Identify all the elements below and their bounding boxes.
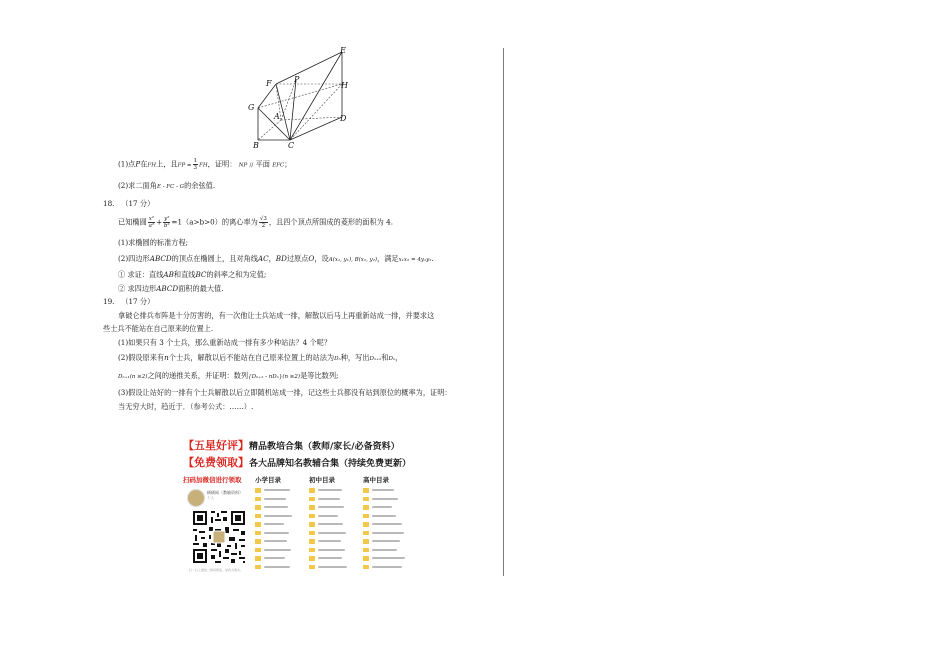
label-b: B — [253, 141, 259, 150]
qr-code-icon[interactable] — [191, 509, 247, 565]
folder-icon — [363, 539, 369, 544]
folder-icon — [363, 522, 369, 527]
folder-icon — [255, 522, 261, 527]
label-p: P — [294, 75, 300, 84]
folder-icon — [363, 531, 369, 536]
q18-part2: (2)四边形ABCD的顶点在椭圆上，且对角线AC，BD过原点O，设A(x₁, y₁), B(x₂, y₂)，满足x₁x₂ = 4y₁y₂. — [118, 254, 434, 263]
prism-diagram — [236, 42, 366, 152]
list-item[interactable] — [309, 520, 347, 529]
list-item[interactable] — [309, 563, 347, 572]
folder-icon — [255, 539, 261, 544]
folder-icon — [255, 514, 261, 519]
folder-icon — [255, 531, 261, 536]
list-item[interactable] — [309, 546, 347, 555]
list-item[interactable] — [309, 486, 347, 495]
folder-icon — [363, 497, 369, 502]
q19-header: 19. （17 分） — [103, 297, 155, 306]
q19-part2-line2: Dₙ₊₁(n ≥2)之间的递推关系，并证明：数列{Dₙ₊₁ - nDₙ}(n ≥2)是等比数列; — [118, 371, 339, 380]
folder-icon — [309, 556, 315, 561]
folder-icon — [255, 556, 261, 561]
folder-icon — [363, 556, 369, 561]
column-divider — [503, 48, 504, 576]
qr-caption: 扫一扫上面的二维码图案，加我为朋友。 — [189, 568, 244, 572]
list-item[interactable] — [363, 546, 405, 555]
folder-icon — [309, 488, 315, 493]
primary-catalog-title: 小学目录 — [255, 476, 281, 484]
list-item[interactable] — [255, 486, 292, 495]
q19-part1: (1)如果只有 3 个士兵，那么重新站成一排有多少种站法？4 个呢？ — [118, 338, 332, 347]
middle-folder-list — [309, 486, 347, 571]
q19-intro-line2: 些士兵不能站在自己原来的位置上. — [103, 324, 214, 333]
folder-icon — [363, 565, 369, 570]
promo-catalog — [183, 475, 423, 575]
folder-icon — [309, 539, 315, 544]
list-item[interactable] — [255, 520, 292, 529]
list-item[interactable] — [363, 537, 405, 546]
folder-icon — [363, 514, 369, 519]
label-a: A — [274, 112, 280, 121]
folder-icon — [309, 548, 315, 553]
primary-folder-list — [255, 486, 292, 571]
avatar — [187, 489, 205, 507]
list-item[interactable] — [255, 495, 292, 504]
folder-icon — [309, 497, 315, 502]
list-item[interactable] — [363, 554, 405, 563]
q19-intro-line1: 拿破仑排兵布阵是十分厉害的，有一次他让士兵站成一排，解散以后马上再重新站成一排，并要求这 — [118, 311, 435, 320]
list-item[interactable] — [309, 495, 347, 504]
folder-icon — [255, 488, 261, 493]
q18-header: 18. （17 分） — [103, 199, 155, 208]
folder-icon — [363, 488, 369, 493]
q18-part1: (1)求椭圆的标准方程; — [118, 238, 189, 247]
list-item[interactable] — [309, 503, 347, 512]
list-item[interactable] — [363, 563, 405, 572]
label-f: F — [266, 79, 272, 88]
folder-icon — [363, 548, 369, 553]
list-item[interactable] — [363, 495, 405, 504]
solid-geometry-figure — [236, 42, 366, 152]
folder-icon — [255, 497, 261, 502]
list-item[interactable] — [255, 554, 292, 563]
list-item[interactable] — [363, 529, 405, 538]
label-g: G — [248, 103, 255, 112]
list-item[interactable] — [309, 512, 347, 521]
label-d: D — [340, 114, 347, 123]
folder-icon — [363, 505, 369, 510]
promo-line-2: 【免费领取】各大品牌知名教辅合集（持续免费更新） — [183, 456, 412, 469]
q18-intro: 已知椭圆 $\frac{\text{x²}}{\text{a²}}$ + $\frac{\text{y²}}{\text{b²}}$ =1（a>b>0）的离心率为 $\frac{√3}{2}$ ，且四个顶点所围成的菱形的面积为 4. — [118, 216, 394, 229]
folder-icon — [255, 565, 261, 570]
q19-part2-line1: (2)假设原来有n个士兵，解散以后不能站在自己原来位置上的站法为Dₙ种，写出Dₙ₊₁和Dₙ， — [118, 353, 403, 362]
list-item[interactable] — [255, 563, 292, 572]
list-item[interactable] — [309, 529, 347, 538]
folder-icon — [309, 531, 315, 536]
folder-icon — [255, 548, 261, 553]
list-item[interactable] — [255, 537, 292, 546]
folder-icon — [309, 514, 315, 519]
list-item[interactable] — [309, 537, 347, 546]
high-folder-list — [363, 486, 405, 571]
label-h: H — [341, 81, 348, 90]
folder-icon — [309, 505, 315, 510]
q17-part2: (2)求二面角E - FC - G的余弦值. — [118, 181, 216, 190]
q18-sub2: ② 求四边形ABCD面积的最大值. — [118, 284, 224, 293]
q17-part1: (1)点P在FH上，且FP = $\frac{1}{3}$ FH，证明： NP // 平面 EFC； — [118, 158, 292, 171]
list-item[interactable] — [309, 554, 347, 563]
list-item[interactable] — [363, 520, 405, 529]
folder-icon — [255, 505, 261, 510]
list-item[interactable] — [363, 486, 405, 495]
middle-catalog-title: 初中目录 — [309, 476, 335, 484]
promo-cta[interactable]: 扫码加微信进行领取 — [183, 476, 242, 484]
label-e: E — [340, 46, 346, 55]
list-item[interactable] — [255, 529, 292, 538]
folder-icon — [309, 522, 315, 527]
q19-part3-line2: 当无穷大时，趋近于．（参考公式：……）. — [118, 402, 254, 411]
folder-icon — [309, 565, 315, 570]
q19-part3-line1: (3)假设让站好的一排有个士兵解散以后立即随机站成一排，记这些士兵都没有站到原位的概率为，证明： — [118, 388, 452, 397]
list-item[interactable] — [255, 546, 292, 555]
high-catalog-title: 高中目录 — [363, 476, 389, 484]
list-item[interactable] — [255, 512, 292, 521]
avatar-subtitle: 个人 — [207, 496, 214, 500]
label-c: C — [288, 141, 295, 150]
promo-banner[interactable] — [183, 438, 423, 573]
avatar-name: 刷刷网（教辅资料） — [207, 490, 243, 495]
list-item[interactable] — [255, 503, 292, 512]
q18-sub1: ① 求证：直线AB和直线BC的斜率之和为定值; — [118, 270, 267, 279]
promo-line-1: 【五星好评】精品教培合集（教师/家长/必备资料） — [183, 439, 400, 452]
list-item[interactable] — [363, 512, 405, 521]
list-item[interactable] — [363, 503, 405, 512]
